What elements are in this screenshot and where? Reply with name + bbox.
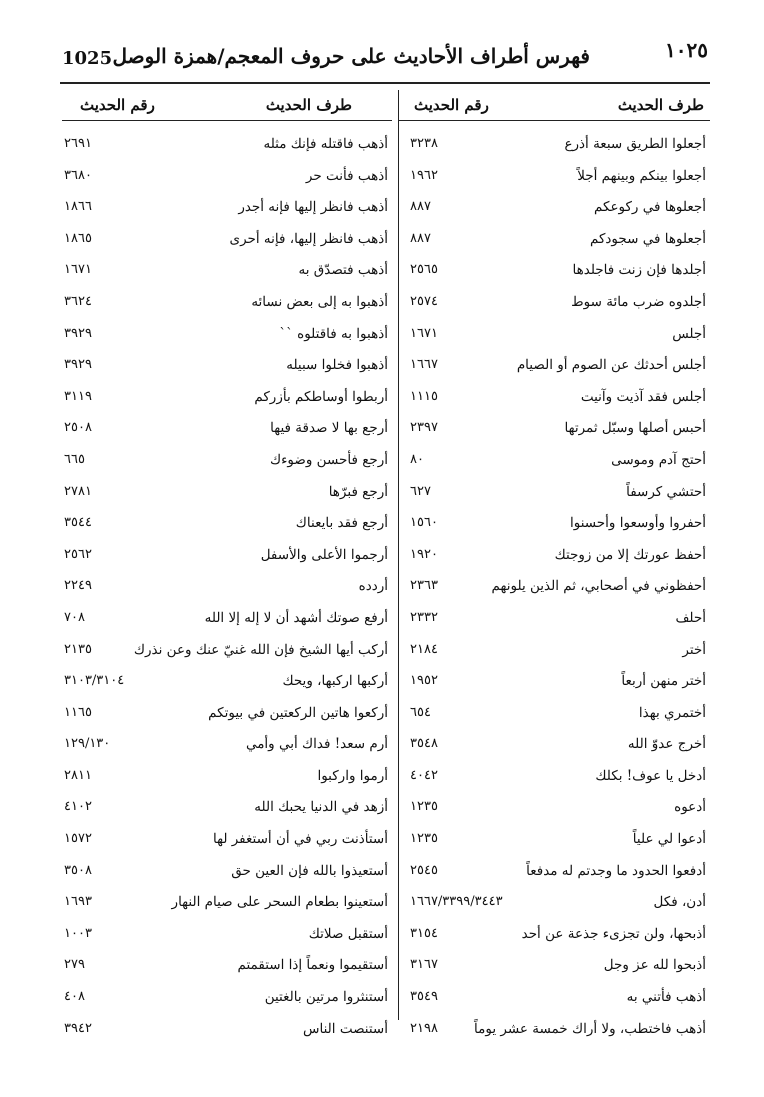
hadith-text: أرجع فبرّها: [328, 483, 388, 500]
index-entry: [398, 602, 710, 634]
hadith-number: ١٢٩/١٣٠: [64, 736, 111, 752]
hadith-text: أردده: [358, 578, 388, 595]
index-entry: [62, 254, 392, 286]
text-column-heading: طرف الحديث: [265, 96, 352, 114]
index-entry: [398, 444, 710, 476]
hadith-text: أذهب فانظر إليها فإنه أجدر: [238, 199, 388, 216]
hadith-number: ١٦٦٧: [410, 357, 438, 373]
hadith-text: أذهبوا به إلى بعض نسائه: [251, 293, 388, 310]
index-entry: [62, 223, 392, 255]
index-entry: [62, 1013, 392, 1045]
index-entry: [62, 918, 392, 950]
hadith-number: ١٥٦٠: [410, 515, 438, 531]
index-entry: [398, 634, 710, 666]
index-entry: [62, 602, 392, 634]
hadith-number: ٣٩٢٩: [64, 357, 92, 373]
hadith-number: ١٨٦٥: [64, 230, 92, 246]
number-column-heading: رقم الحديث: [80, 96, 155, 114]
index-entry: [398, 412, 710, 444]
hadith-number: ١٦٩٣: [64, 894, 92, 910]
index-entry: [62, 507, 392, 539]
hadith-text: أرجع فأحسن وضوءك: [269, 451, 388, 468]
index-entry: [62, 886, 392, 918]
hadith-number: ٣٢٣٨: [410, 136, 438, 151]
page-number-arabic: ١٠٢٥: [665, 38, 708, 62]
hadith-number: ٣٥٠٨: [64, 862, 92, 878]
hadith-number: ٣٥٤٤: [64, 515, 92, 531]
index-entry: [62, 160, 392, 192]
hadith-number: ٨٨٧: [410, 230, 431, 246]
index-entry: [398, 949, 710, 981]
hadith-text: أذهب فأتني به: [626, 989, 706, 1006]
index-entry: [398, 981, 710, 1013]
index-entry: [62, 791, 392, 823]
hadith-number: ١٦٧١: [64, 262, 92, 278]
hadith-number: ٨٠: [410, 451, 424, 467]
number-column-heading: رقم الحديث: [414, 96, 489, 114]
hadith-number: ٢٥٧٤: [410, 293, 438, 309]
right-column-header: [398, 90, 710, 121]
index-entry: [398, 507, 710, 539]
hadith-text: أزهد في الدنيا يحبك الله: [254, 799, 388, 816]
hadith-number: ٦٥٤: [410, 704, 431, 720]
hadith-text: أجلس: [672, 325, 706, 342]
hadith-number: ١٩٥٢: [410, 673, 438, 689]
hadith-number: ١٦٧١: [410, 325, 438, 341]
index-entry: [62, 318, 392, 350]
hadith-number: ٣١٥٤: [410, 925, 438, 941]
hadith-text: أذهب فاختطب، ولا أراك خمسة عشر يوماً: [474, 1020, 706, 1037]
hadith-text: أدخل يا عوف! بكلك: [595, 767, 706, 784]
index-entry: [62, 570, 392, 602]
hadith-text: أذهب فأنت حر: [305, 167, 388, 184]
hadith-number: ٧٠٨: [64, 609, 85, 625]
text-column-heading: طرف الحديث: [617, 96, 704, 114]
hadith-number: ٤٠٤٢: [410, 767, 438, 783]
hadith-number: ٣١٠٣/٣١٠٤: [64, 673, 125, 689]
hadith-text: أحفروا وأوسعوا وأحسنوا: [569, 515, 706, 532]
hadith-text: أرموا واركبوا: [317, 767, 388, 784]
hadith-number: ٦٢٧: [410, 483, 431, 499]
hadith-text: أستأذنت ربي في أن أستغفر لها: [212, 831, 388, 848]
hadith-number: ١١٦٥: [64, 704, 92, 720]
hadith-text: أدن، فكل: [653, 894, 706, 911]
hadith-text: أختمري بهذا: [638, 704, 706, 721]
hadith-number: ١٢٣٥: [410, 799, 438, 815]
hadith-text: أجلدها فإن زنت فاجلدها: [572, 262, 706, 279]
hadith-text: أختر: [682, 641, 706, 658]
hadith-number: ١٢٣٥: [410, 831, 438, 847]
index-entry: [62, 981, 392, 1013]
hadith-text: أحتج آدم وموسى: [611, 451, 706, 468]
index-entry: [398, 254, 710, 286]
hadith-text: أذهب فانظر إليها، فإنه أحرى: [229, 230, 388, 247]
hadith-number: ٢٨١١: [64, 767, 92, 783]
hadith-number: ١٩٢٠: [410, 546, 438, 562]
index-entry: [62, 760, 392, 792]
index-entry: [62, 855, 392, 887]
hadith-text: أستعيذوا بالله فإن العين حق: [231, 862, 388, 879]
index-entry: [62, 444, 392, 476]
hadith-number: ٢١٣٥: [64, 641, 92, 657]
index-entry: [398, 318, 710, 350]
hadith-number: ٢٥٠٨: [64, 420, 92, 436]
hadith-number: ٢٦٩١: [64, 136, 92, 151]
hadith-text: أدفعوا الحدود ما وجدتم له مدفعاً: [526, 862, 706, 879]
hadith-number: ٤٠٨: [64, 989, 85, 1005]
index-entry: [62, 476, 392, 508]
hadith-number: ٣١٦٧: [410, 957, 438, 973]
index-entry: [62, 665, 392, 697]
hadith-number: ٣٩٤٢: [64, 1020, 92, 1036]
hadith-number: ٣٥٤٨: [410, 736, 438, 752]
page-number-latin: 1025: [62, 48, 113, 69]
hadith-text: أذبحوا لله عز وجل: [603, 957, 706, 974]
hadith-text: أخرج عدوّ الله: [627, 736, 706, 753]
page-title: فهرس أطراف الأحاديث على حروف المعجم/همزة الوصل: [112, 44, 590, 68]
index-entry: [398, 539, 710, 571]
index-entry: [398, 286, 710, 318]
hadith-number: ٢٥٤٥: [410, 862, 438, 878]
right-column: [398, 128, 710, 1044]
hadith-text: أرجع بها لا صدقة فيها: [270, 420, 388, 437]
hadith-text: أستقيموا ونعماً إذا استقمتم: [237, 957, 388, 974]
index-entry: [62, 949, 392, 981]
hadith-text: أجعلوا الطريق سبعة أذرع: [564, 136, 706, 152]
hadith-text: أركب أيها الشيخ فإن الله غنيّ عنك وعن نذرك: [133, 641, 388, 658]
index-entry: [398, 160, 710, 192]
hadith-text: أدعوه: [674, 799, 706, 816]
hadith-text: أذهب فاقتله فإنك مثله: [263, 136, 388, 152]
hadith-number: ١٦٦٧/٣٣٩٩/٣٤٤٣: [410, 894, 503, 910]
index-entry: [398, 128, 710, 160]
hadith-number: ٢١٨٤: [410, 641, 438, 657]
hadith-number: ٦٦٥: [64, 451, 85, 467]
hadith-number: ٢٥٦٢: [64, 546, 92, 562]
hadith-text: أرجع فقد بايعناك: [295, 515, 388, 532]
index-entry: [62, 349, 392, 381]
hadith-text: أجعلوها في سجودكم: [590, 230, 706, 247]
index-entry: [398, 697, 710, 729]
hadith-number: ٢٣٦٣: [410, 578, 438, 594]
hadith-text: أرجموا الأعلى والأسفل: [260, 546, 388, 563]
hadith-number: ٢١٩٨: [410, 1020, 438, 1036]
hadith-number: ٣٦٢٤: [64, 293, 92, 309]
hadith-number: ١١١٥: [410, 388, 438, 404]
index-entry: [398, 728, 710, 760]
hadith-text: أرم سعد! فداك أبي وأمي: [245, 736, 388, 753]
hadith-text: أجعلوها في ركوعكم: [594, 199, 706, 216]
hadith-text: أذهبوا فخلوا سبيله: [286, 357, 388, 374]
index-entry: [62, 539, 392, 571]
left-column-header: [62, 90, 392, 121]
hadith-text: أركعوا هاتين الركعتين في بيوتكم: [208, 704, 388, 721]
hadith-number: ١٩٦٢: [410, 167, 438, 183]
hadith-text: أجلس أحدثك عن الصوم أو الصيام: [516, 357, 706, 374]
hadith-number: ٢٣٣٢: [410, 609, 438, 625]
hadith-text: أدعوا لي علياً: [632, 831, 706, 848]
hadith-text: أركبها اركبها، ويحك: [282, 673, 388, 690]
index-entry: [398, 381, 710, 413]
hadith-text: أستقبل صلاتك: [308, 925, 388, 942]
hadith-text: أحتشي كرسفاً: [626, 483, 706, 500]
index-entry: [398, 570, 710, 602]
hadith-number: ٣٦٨٠: [64, 167, 92, 183]
index-entry: [398, 791, 710, 823]
hadith-text: أذهب فتصدّق به: [298, 262, 388, 279]
hadith-text: أستنصت الناس: [303, 1020, 388, 1037]
page-header: [60, 30, 710, 84]
index-entry: [398, 823, 710, 855]
hadith-text: أربطوا أوساطكم بأزركم: [254, 388, 388, 405]
hadith-number: ٣١١٩: [64, 388, 92, 404]
hadith-text: أجعلوا بينكم وبينهم أجلاً: [577, 167, 706, 184]
hadith-number: ٢٧٨١: [64, 483, 92, 499]
index-entry: [398, 223, 710, 255]
hadith-text: أذهبوا به فاقتلوه ``: [279, 325, 388, 342]
index-entry: [398, 665, 710, 697]
hadith-number: ١٥٧٢: [64, 831, 92, 847]
hadith-number: ٤١٠٢: [64, 799, 92, 815]
hadith-text: أستعينوا بطعام السحر على صيام النهار: [171, 894, 388, 911]
index-entry: [398, 349, 710, 381]
hadith-text: أرفع صوتك أشهد أن لا إله إلا الله: [204, 609, 388, 626]
hadith-text: أجلدوه ضرب مائة سوط: [571, 293, 706, 310]
hadith-number: ٢٧٩: [64, 957, 85, 973]
hadith-number: ٣٩٢٩: [64, 325, 92, 341]
index-entry: [62, 412, 392, 444]
index-entry: [398, 886, 710, 918]
hadith-number: ٢٣٩٧: [410, 420, 438, 436]
hadith-number: ٣٥٤٩: [410, 989, 438, 1005]
index-entry: [62, 697, 392, 729]
index-entry: [62, 191, 392, 223]
hadith-text: أحبس أصلها وسبّل ثمرتها: [564, 420, 706, 437]
hadith-number: ٢٥٦٥: [410, 262, 438, 278]
index-entry: [398, 191, 710, 223]
index-entry: [62, 728, 392, 760]
index-entry: [62, 823, 392, 855]
left-column: [62, 128, 392, 1044]
index-entry: [62, 286, 392, 318]
hadith-text: أذبحها، ولن تجزىء جذعة عن أحد: [521, 925, 706, 942]
hadith-text: أجلس فقد آذيت وآنيت: [580, 388, 706, 405]
hadith-number: ٨٨٧: [410, 199, 431, 215]
index-entry: [62, 128, 392, 160]
hadith-text: أختر منهن أربعاً: [621, 673, 706, 690]
hadith-number: ١٠٠٣: [64, 925, 92, 941]
hadith-text: أحفظوني في أصحابي، ثم الذين يلونهم: [491, 578, 706, 595]
index-entry: [398, 760, 710, 792]
hadith-text: أحفظ عورتك إلا من زوجتك: [554, 546, 706, 563]
index-entry: [398, 855, 710, 887]
index-entry: [398, 1013, 710, 1045]
index-entry: [62, 634, 392, 666]
hadith-text: أستنثروا مرتين بالغتين: [264, 989, 388, 1006]
index-entry: [62, 381, 392, 413]
index-entry: [398, 476, 710, 508]
hadith-text: أحلف: [675, 609, 706, 626]
hadith-number: ١٨٦٦: [64, 199, 92, 215]
hadith-number: ٢٢٤٩: [64, 578, 92, 594]
index-entry: [398, 918, 710, 950]
